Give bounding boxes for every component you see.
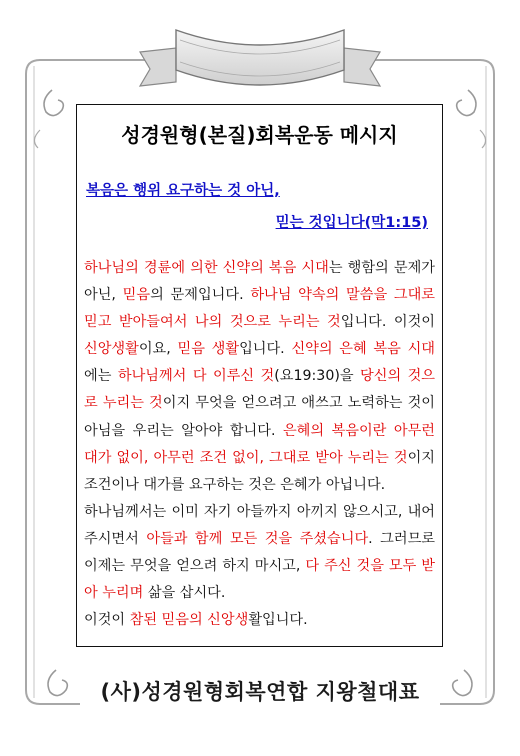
emphasis-text: 하나님의 경륜에 의한 신약의 복음 시대 (84, 260, 329, 276)
emphasis-text: 다 주신 것을 모두 받아 누리며 (84, 558, 436, 602)
body-text-segment: 입니다. (239, 341, 292, 358)
emphasis-text: 하나님 약속의 말씀을 그대로 믿고 받아들여서 나의 것으로 누리는 것 (84, 287, 436, 331)
body-text-segment: 하나님께서는 이미 자기 아들까지 아끼지 않으시고, 내어 주시면서 (84, 503, 435, 547)
body-text-segment: (요19:30)을 (274, 368, 361, 385)
emphasis-text: 아들과 함께 모든 것을 주셨습니다 (146, 530, 369, 547)
emphasis-text: 하나님께서 다 이루신 것 (117, 368, 275, 385)
emphasis-text: 믿음 (122, 287, 151, 304)
body-text-segment: . 그러므로 이제는 무엇을 얻으려 하지 마시고, (84, 530, 435, 575)
body-text-segment: 에는 (84, 368, 118, 385)
body-text-segment: 이지 조건이나 대가를 요구하는 것은 은혜가 아닙니다. (84, 449, 435, 493)
emphasis-text: 믿음 생활 (177, 341, 240, 358)
message-box (76, 104, 443, 647)
body-text-segment: 활입니다. (248, 612, 308, 629)
body-text-segment: 삶을 삽시다. (143, 585, 226, 602)
subtitle-line-2: 믿는 것입니다(막1:15) (275, 215, 428, 231)
emphasis-text: 참된 믿음의 신앙생 (129, 612, 249, 629)
body-text-segment: 이지 무엇을 얻으려고 애쓰고 노력하는 것이 아님을 우리는 알아야 합니다. (84, 395, 435, 439)
subtitle-line-1: 복음은 행위 요구하는 것 아닌, (86, 183, 280, 199)
body-text-segment: 입니다. 이것이 (340, 314, 435, 331)
body-paragraph (84, 607, 435, 634)
body-text-segment: 는 행함의 문제가 아닌, (84, 260, 435, 304)
body-paragraph (84, 255, 435, 499)
body-paragraph (84, 499, 435, 607)
message-title: 성경원형(본질)회복운동 메시지 (121, 123, 398, 147)
body-text-segment: 이것이 (84, 612, 130, 629)
signature-footer: (사)성경원형회복연합 지왕철대표 (100, 680, 420, 704)
emphasis-text: 신앙생활 (84, 341, 139, 358)
emphasis-text: 은혜의 복음이란 아무런 대가 없이, 아무런 조건 없이, 그대로 받아 누리는 것 (84, 422, 435, 466)
body-text-segment: 의 문제입니다. (150, 287, 251, 304)
emphasis-text: 신약의 은혜 복음 시대 (291, 341, 435, 358)
body-text-segment: 이요, (138, 341, 178, 358)
emphasis-text: 당신의 것으로 누리는 것 (84, 368, 435, 412)
message-body (84, 255, 435, 634)
